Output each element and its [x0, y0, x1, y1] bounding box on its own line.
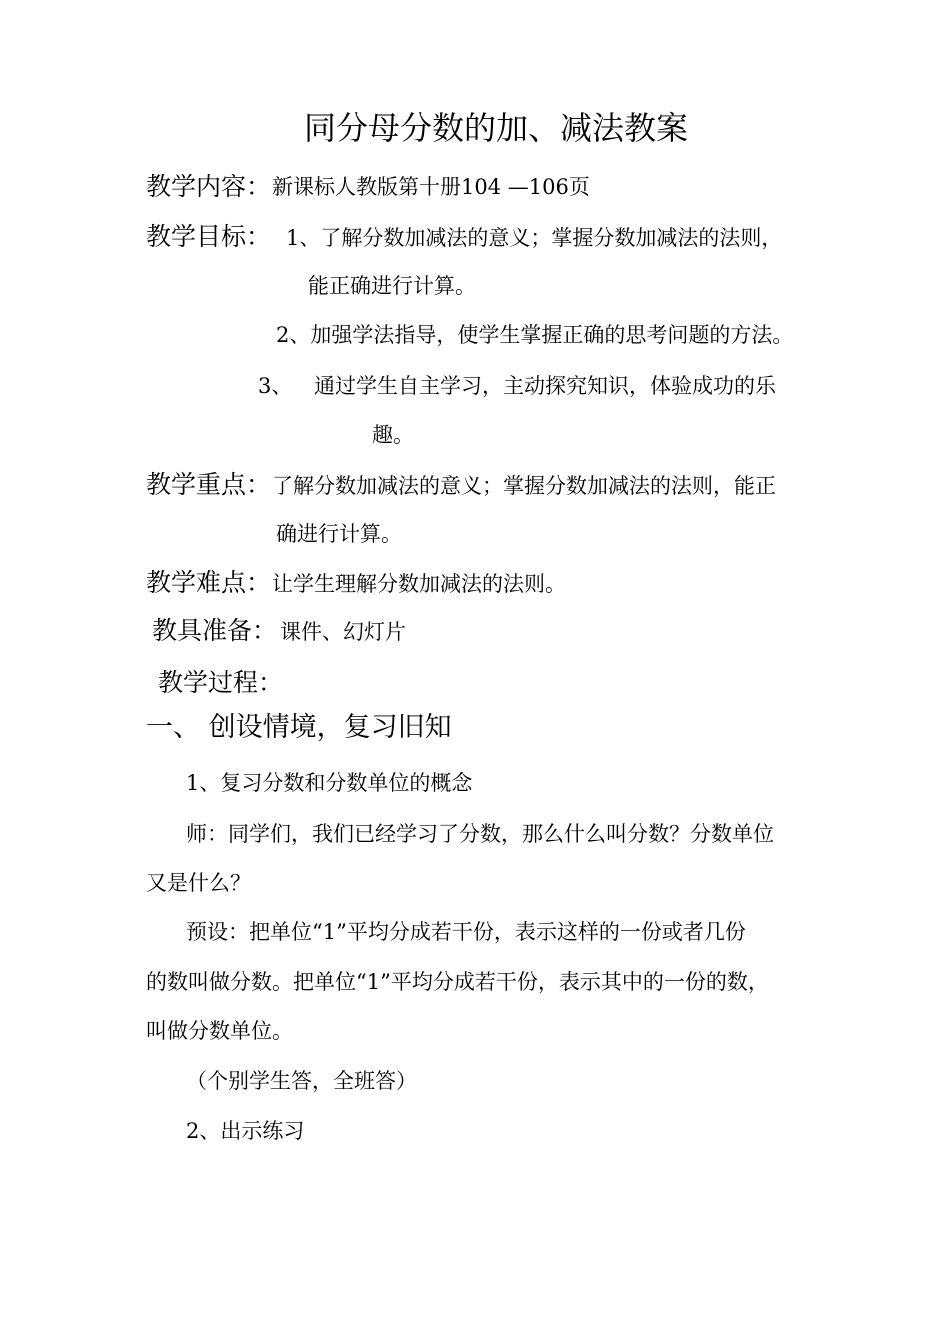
preset-line2: 的数叫做分数。把单位“1”平均分成若干份，表示其中的一份的数， [146, 970, 769, 994]
goal3-number: 3、 [258, 374, 293, 398]
goal1-line1: 1、了解分数加减法的意义；掌握分数加减法的法则， [286, 226, 783, 250]
section1-heading: 一、 创设情境，复习旧知 [146, 712, 452, 743]
answer-note: （个别学生答，全班答） [186, 1069, 417, 1093]
teacher-line1: 师：同学们，我们已经学习了分数，那么什么叫分数？分数单位 [186, 822, 774, 846]
goal3-line1: 通过学生自主学习，主动探究知识，体验成功的乐 [314, 374, 776, 398]
goal2: 2、加强学法指导，使学生掌握正确的思考问题的方法。 [276, 323, 794, 347]
key-points-label: 教学重点： [146, 470, 272, 499]
document-title: 同分母分数的加、减法教案 [304, 109, 689, 147]
item2: 2、出示练习 [186, 1119, 305, 1143]
process-label: 教学过程： [158, 668, 284, 697]
preset-line3: 叫做分数单位。 [146, 1019, 293, 1043]
content-label: 教学内容： [146, 172, 272, 201]
content-value: 新课标人教版第十册104 —106页 [272, 175, 590, 199]
tools-value: 课件、幻灯片 [280, 620, 406, 644]
key-points-line1: 了解分数加减法的意义；掌握分数加减法的法则，能正 [272, 474, 776, 498]
goal3-line2: 趣。 [372, 423, 414, 447]
key-points-line2: 确进行计算。 [276, 522, 402, 546]
goals-label: 教学目标： [146, 222, 272, 251]
teacher-line2: 又是什么？ [146, 871, 251, 895]
difficulty-value: 让学生理解分数加减法的法则。 [272, 572, 566, 596]
difficulty-label: 教学难点： [146, 568, 272, 597]
goal1-line2: 能正确进行计算。 [308, 274, 476, 298]
preset-line1: 预设：把单位“1”平均分成若干份，表示这样的一份或者几份 [186, 920, 746, 944]
item1: 1、复习分数和分数单位的概念 [186, 771, 473, 795]
tools-label: 教具准备： [152, 616, 278, 645]
